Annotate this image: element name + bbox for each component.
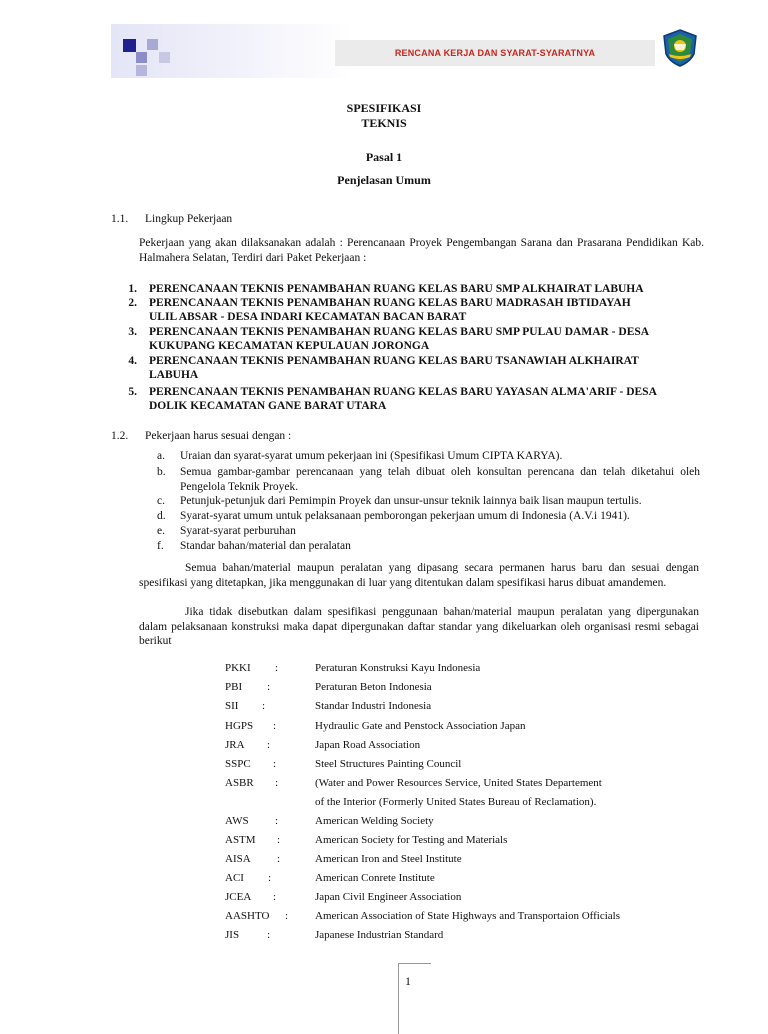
requirement-text: Standar bahan/material dan peralatan (180, 540, 351, 552)
logo-square-light (136, 52, 147, 63)
standard-abbr: PBI (225, 681, 243, 693)
standard-abbr: JIS (225, 929, 240, 941)
package-text: PERENCANAAN TEKNIS PENAMBAHAN RUANG KELAS BARU MADRASAH IBTIDAYAH (149, 297, 631, 309)
header-logo-graphic (111, 24, 351, 78)
standard-desc: American Iron and Steel Institute (315, 853, 462, 865)
package-number: 5. (128, 386, 137, 398)
standard-abbr: JRA (225, 739, 245, 751)
package-number: 3. (128, 326, 137, 338)
standard-desc: Japan Road Association (315, 739, 421, 751)
standard-abbr: ASTM (225, 834, 256, 846)
materials-paragraph: Semua bahan/material maupun peralatan yang dipasang secara permanen harus baru dan sesuai dengan spesifikasi yang ditetapkan, jika menggunakan di luar yang ditentukan dalam spesifikasi harus dibuat amandemen. (139, 562, 699, 589)
package-text: PERENCANAAN TEKNIS PENAMBAHAN RUANG KELAS BARU YAYASAN ALMA'ARIF - DESA (149, 386, 657, 398)
standard-desc: Steel Structures Painting Council (315, 758, 462, 770)
standard-desc: American Association of State Highways and Transportaion Officials (315, 910, 620, 922)
standard-abbr: AWS (225, 815, 249, 827)
standard-abbr: AISA (225, 853, 251, 865)
package-text-cont: ULIL ABSAR - DESA INDARI KECAMATAN BACAN BARAT (149, 311, 467, 323)
doc-title-line1: SPESIFIKASI (346, 101, 422, 115)
package-number: 1. (128, 283, 137, 295)
standard-desc: Hydraulic Gate and Penstock Association Japan (315, 720, 526, 732)
standard-desc: Peraturan Beton Indonesia (315, 681, 432, 693)
standard-abbr: SII (225, 700, 239, 712)
standards-intro-paragraph: Jika tidak disebutkan dalam spesifikasi penggunaan bahan/material maupun peralatan yang dipergunakan dalam pelaksanaan konstruksi maka dapat dipergunakan daftar standar yang dikeluarkan oleh organisasi resmi sebagai berikut (139, 606, 699, 647)
standard-colon: : (275, 815, 279, 827)
standard-abbr: AASHTO (225, 910, 270, 922)
package-number: 4. (128, 355, 137, 367)
requirement-text: Uraian dan syarat-syarat umum pekerjaan ini (Spesifikasi Umum CIPTA KARYA). (180, 450, 563, 462)
standard-desc: (Water and Power Resources Service, United States Departement (315, 777, 602, 789)
standard-desc: American Conrete Institute (315, 872, 435, 884)
standard-colon: : (275, 662, 279, 674)
section-number: 1.2. (111, 430, 129, 442)
standard-desc-cont: of the Interior (Formerly United States Bureau of Reclamation). (315, 796, 597, 808)
standard-colon: : (277, 834, 281, 846)
requirement-letter: d. (157, 510, 166, 522)
standard-colon: : (275, 777, 279, 789)
pasal-heading: Pasal 1 (365, 150, 403, 164)
section-title: Lingkup Pekerjaan (145, 213, 233, 225)
standard-colon: : (273, 758, 277, 770)
standard-desc: Japan Civil Engineer Association (315, 891, 462, 903)
standard-abbr: ACI (225, 872, 244, 884)
package-number: 2. (128, 297, 137, 309)
standard-abbr: JCEA (225, 891, 252, 903)
header-title: RENCANA KERJA DAN SYARAT-SYARATNYA (394, 48, 596, 58)
standard-colon: : (267, 739, 271, 751)
standard-desc: American Society for Testing and Materials (315, 834, 508, 846)
section-title: Pekerjaan harus sesuai dengan : (145, 430, 292, 442)
standard-desc: Standar Industri Indonesia (315, 700, 432, 712)
package-text: PERENCANAAN TEKNIS PENAMBAHAN RUANG KELAS BARU SMP ALKHAIRAT LABUHA (149, 283, 644, 295)
requirement-text: Syarat-syarat umum untuk pelaksanaan pemborongan pekerjaan umum di Indonesia (A.V.i 1941). (180, 510, 630, 522)
logo-square-light (159, 52, 170, 63)
package-text: PERENCANAAN TEKNIS PENAMBAHAN RUANG KELAS BARU TSANAWIAH ALKHAIRAT (149, 355, 639, 367)
standard-desc: American Welding Society (315, 815, 434, 827)
standard-abbr: PKKI (225, 662, 251, 674)
standard-desc: Peraturan Konstruksi Kayu Indonesia (315, 662, 481, 674)
standard-colon: : (285, 910, 289, 922)
package-text-cont: KUKUPANG KECAMATAN KEPULAUAN JORONGA (149, 340, 430, 352)
standard-colon: : (267, 681, 271, 693)
requirement-letter: c. (157, 495, 165, 507)
requirement-letter: b. (157, 466, 166, 478)
package-text-cont: DOLIK KECAMATAN GANE BARAT UTARA (149, 400, 387, 412)
logo-square-light (136, 65, 147, 76)
standard-abbr: HGPS (225, 720, 254, 732)
standard-colon: : (268, 872, 272, 884)
doc-title-line2: TEKNIS (361, 116, 407, 130)
package-text: PERENCANAAN TEKNIS PENAMBAHAN RUANG KELAS BARU SMP PULAU DAMAR - DESA (149, 326, 650, 338)
standard-colon: : (277, 853, 281, 865)
section-number: 1.1. (111, 213, 129, 225)
requirement-letter: e. (157, 525, 165, 537)
section-subtitle: Penjelasan Umum (337, 173, 431, 187)
page-number: 1 (405, 974, 411, 988)
requirement-text: Semua gambar-gambar perencanaan yang telah dibuat oleh konsultan perencana dan telah diketahui oleh Pengelola Teknik Proyek. (180, 466, 700, 493)
standard-abbr: ASBR (225, 777, 254, 789)
requirement-text: Syarat-syarat perburuhan (180, 525, 296, 537)
logo-square-dark (123, 39, 136, 52)
requirement-text: Petunjuk-petunjuk dari Pemimpin Proyek dan unsur-unsur teknik lainnya baik lisan maupun tertulis. (180, 495, 642, 507)
standard-colon: : (267, 929, 271, 941)
regency-emblem-icon (660, 28, 700, 68)
section-paragraph: Pekerjaan yang akan dilaksanakan adalah : Perencanaan Proyek Pengembangan Sarana dan Prasarana Pendidikan Kab. Halmahera Selatan, Terdiri dari Paket Pekerjaan : (139, 237, 704, 264)
standard-colon: : (273, 891, 277, 903)
standard-abbr: SSPC (225, 758, 251, 770)
standard-colon: : (262, 700, 266, 712)
standard-colon: : (273, 720, 277, 732)
logo-square-light (147, 39, 158, 50)
package-text-cont: LABUHA (149, 369, 199, 381)
requirement-letter: f. (157, 540, 164, 552)
standard-desc: Japanese Industrian Standard (315, 929, 444, 941)
requirement-letter: a. (157, 450, 165, 462)
